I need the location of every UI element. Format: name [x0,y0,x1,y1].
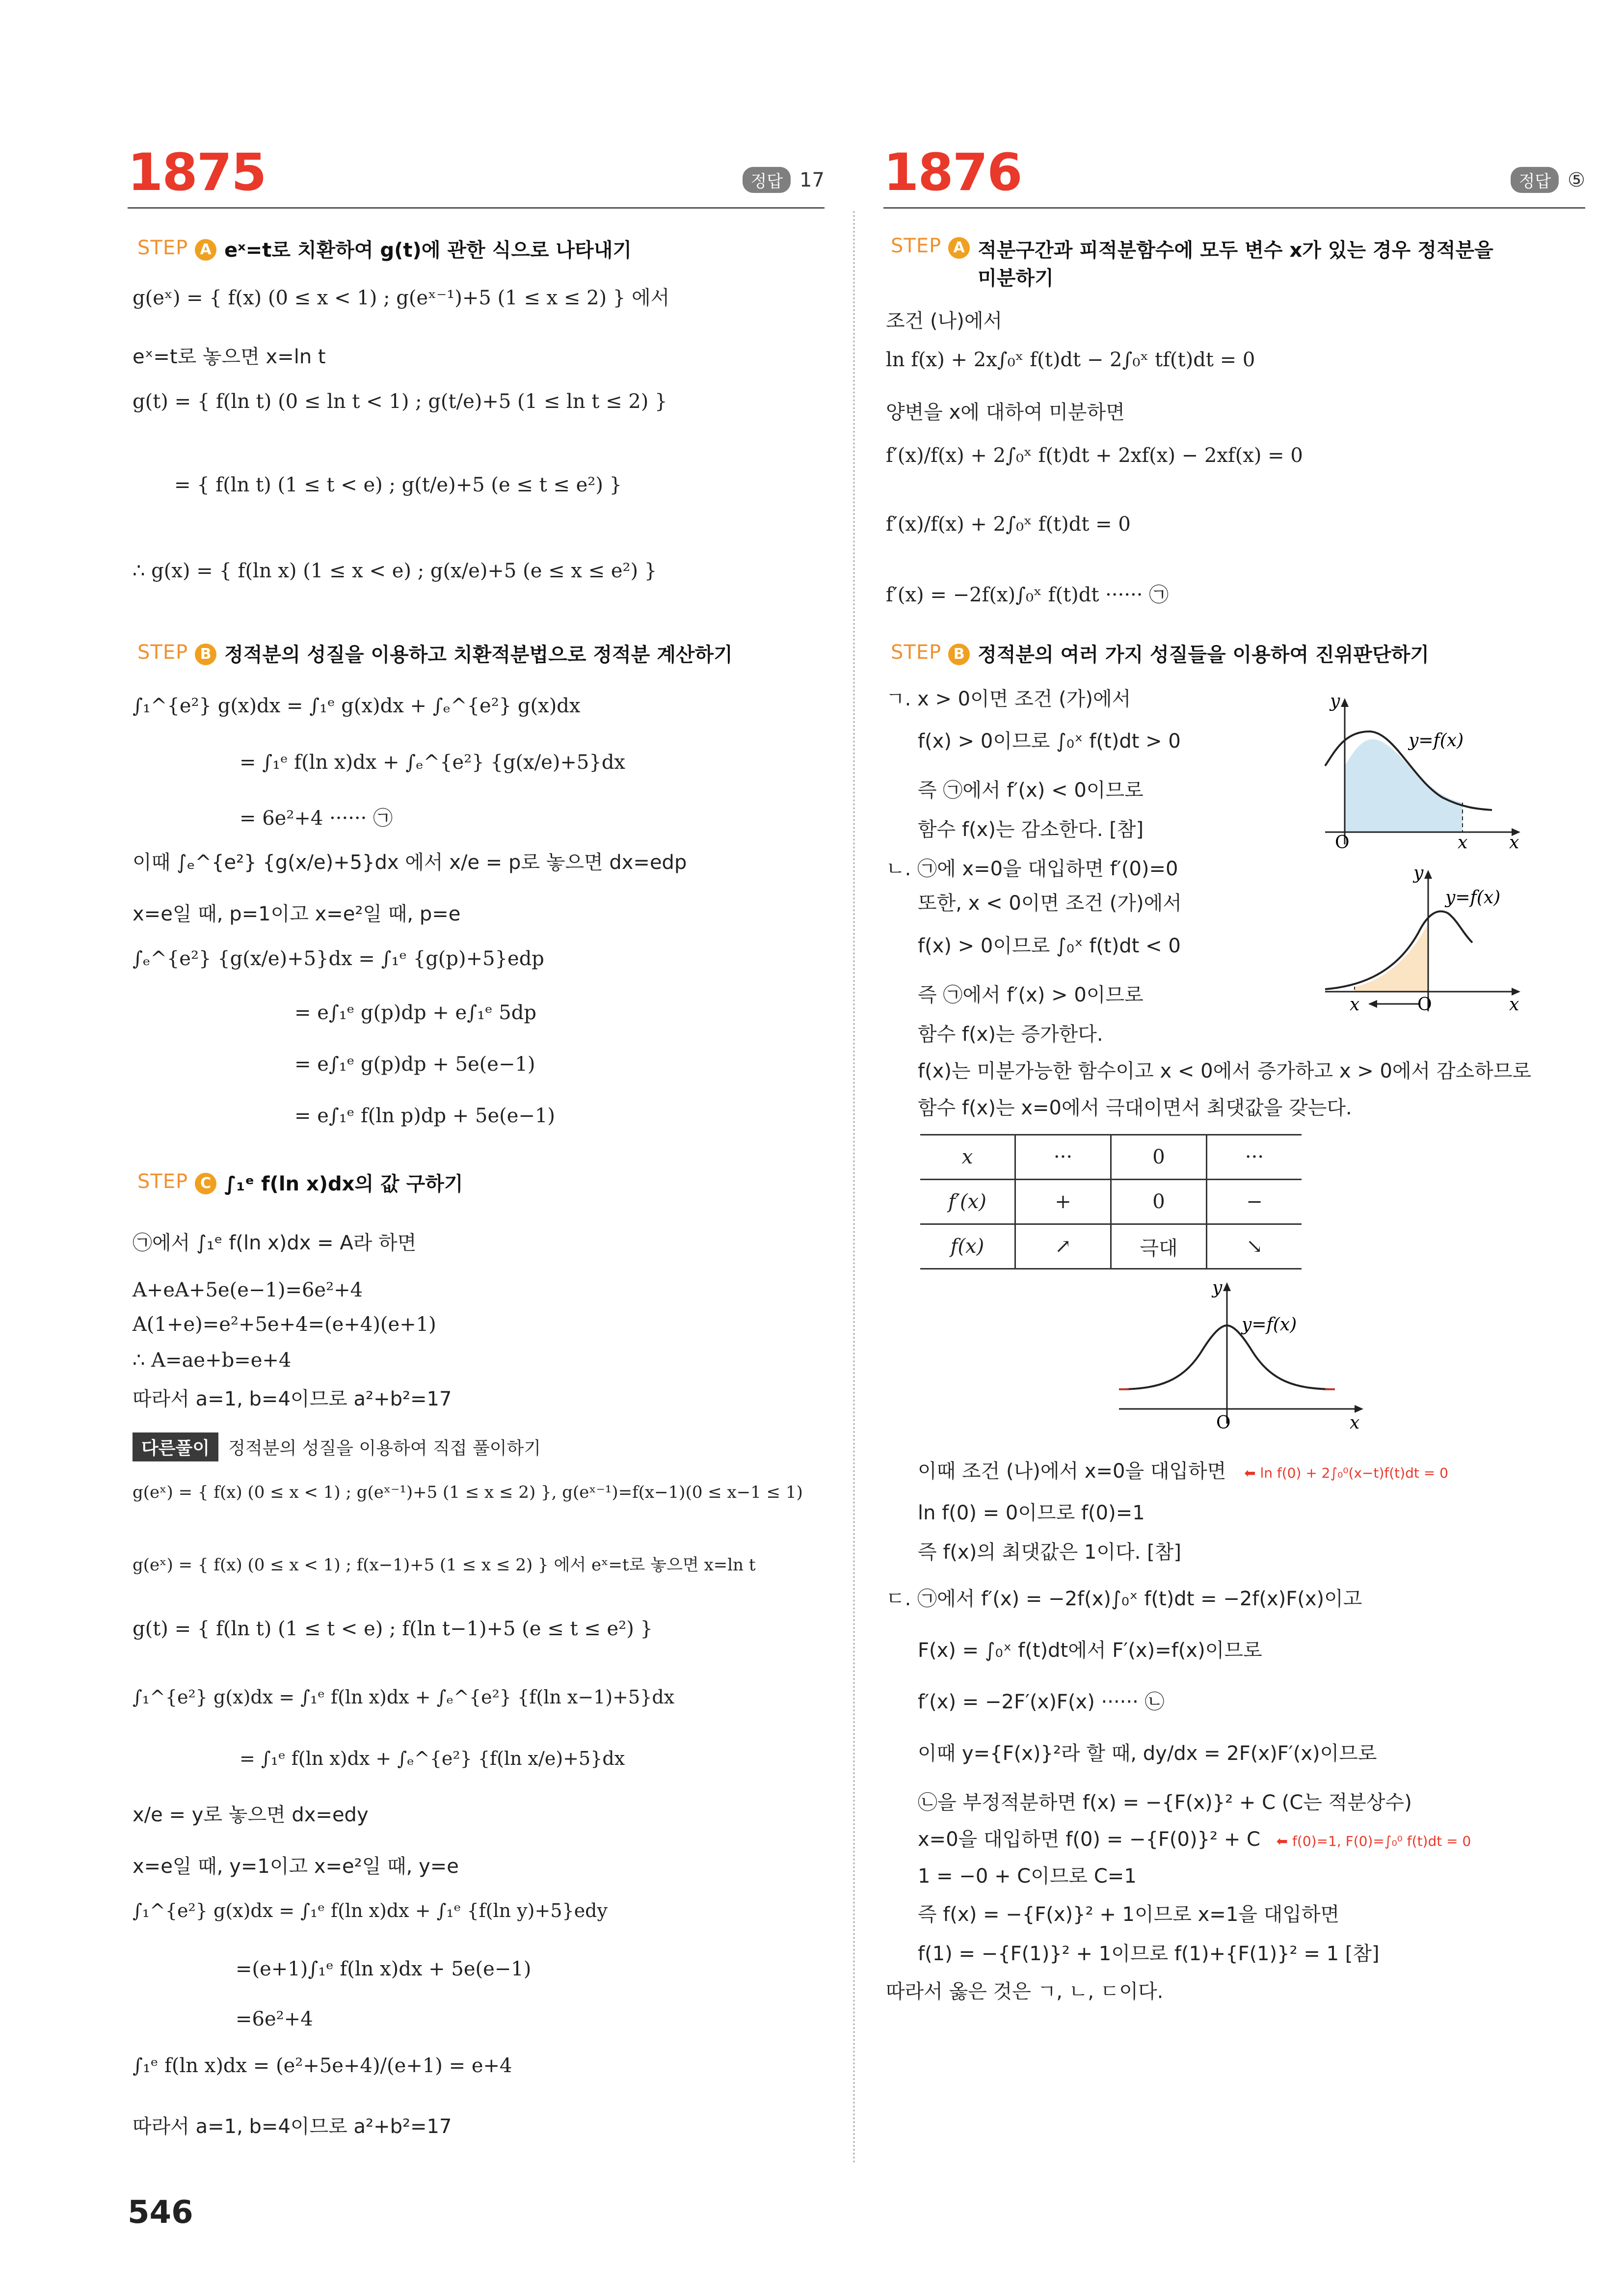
math-line: ∫ₑ^{e²} {g(x/e)+5}dx = ∫₁ᵉ {g(p)+5}edp [133,947,544,970]
step-b-heading: STEP B 정적분의 여러 가지 성질들을 이용하여 진위판단하기 [891,639,1429,667]
math-line: 즉 f(x)의 최댓값은 1이다. [참] [918,1541,1181,1564]
y-axis-label: y [1330,692,1340,711]
math-line: = e∫₁ᵉ g(p)dp + e∫₁ᵉ 5dp [294,1001,536,1024]
graph-decreasing [1315,692,1521,849]
alt-solution-heading [133,1432,541,1461]
math-line: ㄱ. x > 0이면 조건 (가)에서 [886,688,1131,710]
math-line: f(x) > 0이므로 ∫₀ˣ f(t)dt > 0 [918,730,1181,753]
math-line: g(eˣ) = { f(x) (0 ≤ x < 1) ; g(eˣ⁻¹)+5 (1 ≤ x ≤ 2) }, g(eˣ⁻¹)=f(x−1)(0 ≤ x−1 ≤ 1) [133,1483,803,1502]
y-axis-label: y [1413,864,1424,883]
origin-label: O [1417,995,1432,1015]
math-line: F(x) = ∫₀ˣ f(t)dt에서 F′(x)=f(x)이므로 [918,1639,1262,1662]
math-line: f(1) = −{F(1)}² + 1이므로 f(1)+{F(1)}² = 1 [참] [918,1943,1380,1965]
math-line: ∴ g(x) = { f(ln x) (1 ≤ x < e) ; g(x/e)+5 (e ≤ x ≤ e²) } [133,560,657,582]
step-b-heading: STEP B 정적분의 성질을 이용하고 치환적분법으로 정적분 계산하기 [137,639,733,667]
problem-number: 1876 [883,142,1022,202]
step-c-heading: STEP C ∫₁ᵉ f(ln x)dx의 값 구하기 [137,1168,463,1196]
math-line: =6e²+4 [236,2008,313,2030]
step-title: 적분구간과 피적분함수에 모두 변수 x가 있는 경우 정적분을 미분하기 [978,239,1493,290]
curve-label: y=f(x) [1445,888,1501,908]
problem-header-1876 [883,142,1585,211]
table-row [920,1224,1302,1269]
math-line: =(e+1)∫₁ᵉ f(ln x)dx + 5e(e−1) [236,1958,532,1980]
step-letter-badge: A [948,237,970,259]
math-line: 함수 f(x)는 x=0에서 극대이면서 최댓값을 갖는다. [918,1097,1352,1119]
problem-header-1875 [128,142,825,211]
math-line: ∫₁^{e²} g(x)dx = ∫₁ᵉ f(ln x)dx + ∫₁ᵉ {f(ln y)+5}edy [133,1900,608,1921]
math-line: 즉 ㉠에서 f′(x) < 0이므로 [918,779,1144,802]
x-mark-label: x [1350,995,1360,1015]
math-line: 이때 y={F(x)}²라 할 때, dy/dx = 2F(x)F′(x)이므로 [918,1742,1377,1765]
math-line: 조건 (나)에서 [886,310,1003,332]
step-a-heading: STEP A eˣ=t로 치환하여 g(t)에 관한 식으로 나타내기 [137,235,632,263]
table-cell: ··· [1207,1135,1302,1180]
math-line: g(t) = { f(ln t) (1 ≤ t < e) ; f(ln t−1)+5 (e ≤ t ≤ e²) } [133,1618,653,1640]
header-rule [883,207,1585,209]
table-row [920,1135,1302,1180]
math-line: g(eˣ) = { f(x) (0 ≤ x < 1) ; g(eˣ⁻¹)+5 (1 ≤ x ≤ 2) } 에서 [133,287,670,309]
math-line: 따라서 a=1, b=4이므로 a²+b²=17 [133,2115,452,2138]
math-line: 따라서 옳은 것은 ㄱ, ㄴ, ㄷ이다. [886,1980,1164,2003]
table-cell: 0 [1111,1135,1207,1180]
side-note: ⬅ ln f(0) + 2∫₀⁰(x−t)f(t)dt = 0 [1244,1465,1448,1481]
table-cell: f(x) [920,1224,1015,1269]
alt-badge: 다른풀이 [133,1432,218,1461]
math-line: ∴ A=ae+b=e+4 [133,1349,292,1372]
math-line: f′(x) = −2F′(x)F(x) ······ ㉡ [918,1691,1165,1713]
step-letter-badge: C [195,1173,216,1194]
curve-label: y=f(x) [1409,730,1464,751]
math-line: ∫₁ᵉ f(ln x)dx = (e²+5e+4)/(e+1) = e+4 [133,2054,512,2077]
math-line: ㄷ. ㉠에서 f′(x) = −2f(x)∫₀ˣ f(t)dt = −2f(x)F(x)이고 [886,1588,1362,1610]
answer-value: ⑤ [1568,168,1585,191]
step-letter-badge: B [195,644,216,665]
math-line: f′(x) = −2f(x)∫₀ˣ f(t)dt ······ ㉠ [886,584,1169,606]
math-line: 양변을 x에 대하여 미분하면 [886,401,1125,424]
math-line: = e∫₁ᵉ g(p)dp + 5e(e−1) [294,1053,535,1076]
table-cell: f′(x) [920,1180,1015,1224]
math-line: x=e일 때, p=1이고 x=e²일 때, p=e [133,903,461,925]
math-line: f′(x)/f(x) + 2∫₀ˣ f(t)dt = 0 [886,513,1131,536]
math-line: 이때 ∫ₑ^{e²} {g(x/e)+5}dx 에서 x/e = p로 놓으면 dx=edp [133,851,687,874]
table-cell: − [1207,1180,1302,1224]
table-cell: 극대 [1111,1224,1207,1269]
header-rule [128,207,825,209]
x-mark-label: x [1458,833,1468,849]
x-axis-label: x [1350,1413,1360,1433]
math-line: ㉡을 부정적분하면 f(x) = −{F(x)}² + C (C는 적분상수) [918,1791,1412,1814]
math-line: g(eˣ) = { f(x) (0 ≤ x < 1) ; f(x−1)+5 (1 ≤ x ≤ 2) } 에서 eˣ=t로 놓으면 x=ln t [133,1555,756,1575]
table-cell: x [920,1135,1015,1180]
math-line: f(x) > 0이므로 ∫₀ˣ f(t)dt < 0 [918,935,1181,957]
math-line: x=e일 때, y=1이고 x=e²일 때, y=e [133,1855,459,1878]
math-line: x/e = y로 놓으면 dx=edy [133,1804,369,1826]
answer-box [1511,167,1585,193]
math-line: = { f(ln t) (1 ≤ t < e) ; g(t/e)+5 (e ≤ t ≤ e²) } [174,474,622,496]
math-line: = ∫₁ᵉ f(ln x)dx + ∫ₑ^{e²} {g(x/e)+5}dx [239,751,625,774]
math-line: f(x)는 미분가능한 함수이고 x < 0에서 증가하고 x > 0에서 감소하므로 [918,1060,1532,1082]
graph-bell-curve [1109,1276,1364,1438]
math-line: 함수 f(x)는 증가한다. [918,1023,1103,1046]
answer-badge: 정답 [1511,167,1559,193]
math-line: ln f(x) + 2x∫₀ˣ f(t)dt − 2∫₀ˣ tf(t)dt = 0 [886,349,1255,371]
math-line: 함수 f(x)는 감소한다. [참] [918,818,1144,841]
answer-box [743,167,825,193]
graph-increasing [1315,864,1521,1021]
table-cell: + [1015,1180,1111,1224]
table-cell: ··· [1015,1135,1111,1180]
step-title: eˣ=t로 치환하여 g(t)에 관한 식으로 나타내기 [224,239,632,262]
step-title: 정적분의 여러 가지 성질들을 이용하여 진위판단하기 [978,644,1429,666]
curve-label: y=f(x) [1242,1315,1297,1335]
math-line: ln f(0) = 0이므로 f(0)=1 [918,1502,1145,1524]
step-title: 정적분의 성질을 이용하고 치환적분법으로 정적분 계산하기 [224,644,733,666]
math-line: f′(x)/f(x) + 2∫₀ˣ f(t)dt + 2xf(x) − 2xf(x) = 0 [886,444,1303,467]
math-line: = ∫₁ᵉ f(ln x)dx + ∫ₑ^{e²} {f(ln x/e)+5}dx [239,1748,625,1769]
table-cell: ↘ [1207,1224,1302,1269]
table-cell: 0 [1111,1180,1207,1224]
math-line: ㄴ. ㉠에 x=0을 대입하면 f′(0)=0 [886,858,1178,880]
math-line: 또한, x < 0이면 조건 (가)에서 [918,892,1182,915]
x-axis-label: x [1509,833,1519,849]
x-axis-label: x [1509,995,1519,1015]
math-line: 즉 f(x) = −{F(x)}² + 1이므로 x=1을 대입하면 [918,1903,1340,1926]
column-divider [853,211,855,2165]
side-note: ⬅ f(0)=1, F(0)=∫₀⁰ f(t)dt = 0 [1276,1833,1471,1849]
answer-badge: 정답 [743,167,791,193]
math-line: A(1+e)=e²+5e+4=(e+4)(e+1) [133,1313,436,1336]
step-letter-badge: B [948,644,970,665]
variation-table [920,1134,1302,1270]
math-line: ∫₁^{e²} g(x)dx = ∫₁ᵉ f(ln x)dx + ∫ₑ^{e²} {f(ln x−1)+5}dx [133,1686,675,1708]
y-axis-label: y [1212,1278,1223,1298]
math-line: eˣ=t로 놓으면 x=ln t [133,346,326,368]
math-line: ∫₁^{e²} g(x)dx = ∫₁ᵉ g(x)dx + ∫ₑ^{e²} g(x)dx [133,695,581,717]
math-line: 즉 ㉠에서 f′(x) > 0이므로 [918,984,1144,1006]
math-line: g(t) = { f(ln t) (0 ≤ ln t < 1) ; g(t/e)+5 (1 ≤ ln t ≤ 2) } [133,390,667,413]
math-line: x=0을 대입하면 f(0) = −{F(0)}² + C ⬅ f(0)=1, F(0)=∫₀⁰ f(t)dt = 0 [918,1828,1471,1851]
math-line: = e∫₁ᵉ f(ln p)dp + 5e(e−1) [294,1105,555,1127]
alt-title: 정적분의 성질을 이용하여 직접 풀이하기 [228,1438,541,1459]
math-line: 따라서 a=1, b=4이므로 a²+b²=17 [133,1388,452,1410]
math-line: = 6e²+4 ······ ㉠ [239,807,393,830]
table-cell: ↗ [1015,1224,1111,1269]
math-line: 이때 조건 (나)에서 x=0을 대입하면 ⬅ ln f(0) + 2∫₀⁰(x−t)f(t)dt = 0 [918,1460,1448,1483]
math-line: 1 = −0 + C이므로 C=1 [918,1865,1137,1888]
page-number: 546 [128,2194,193,2231]
table-row [920,1180,1302,1224]
origin-label: O [1335,833,1350,849]
problem-number: 1875 [128,142,266,202]
step-letter-badge: A [195,239,216,261]
origin-label: O [1216,1413,1231,1433]
step-a-heading: STEP A 적분구간과 피적분함수에 모두 변수 x가 있는 경우 정적분을 미분하기 [891,235,1493,290]
step-title: ∫₁ᵉ f(ln x)dx의 값 구하기 [224,1173,463,1195]
math-line: A+eA+5e(e−1)=6e²+4 [133,1279,363,1301]
answer-value: 17 [799,168,825,191]
math-line: ㉠에서 ∫₁ᵉ f(ln x)dx = A라 하면 [133,1232,417,1254]
